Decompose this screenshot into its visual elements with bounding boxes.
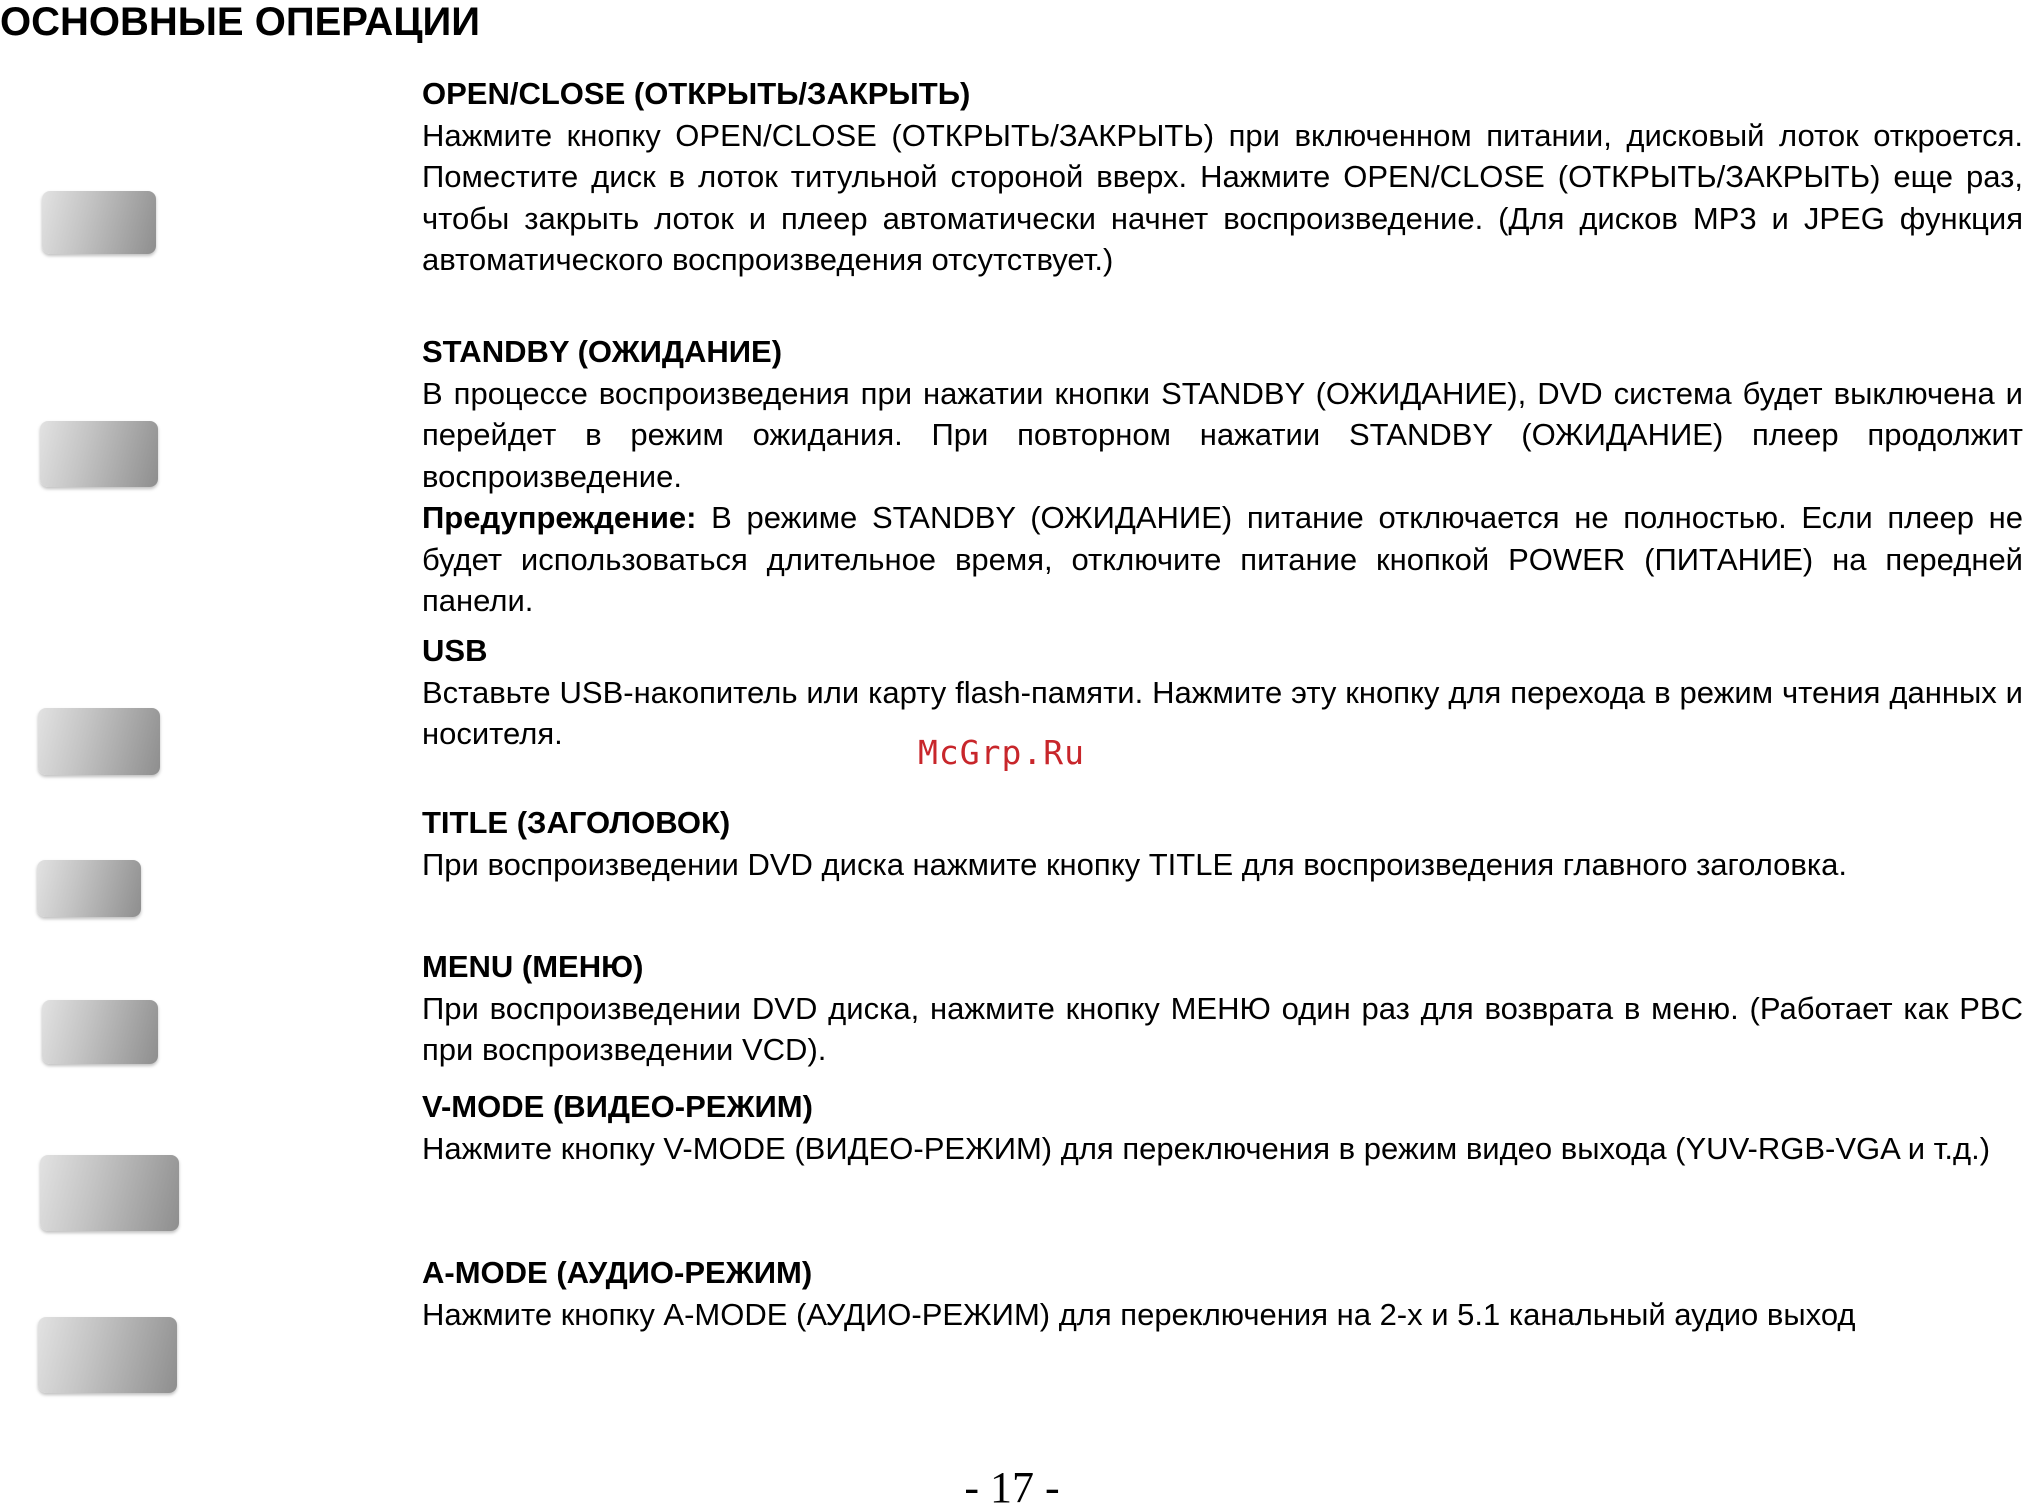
section-text: При воспроизведении DVD диска, нажмите кнопку МЕНЮ один раз для возврата в меню. (Работает как PBC при воспроизведении VCD). [422, 990, 2023, 1067]
section-menu [422, 946, 2023, 1071]
section-standby [422, 331, 2023, 622]
section-heading: TITLE (ЗАГОЛОВОК) [422, 805, 731, 840]
page-title: ОСНОВНЫЕ ОПЕРАЦИИ [0, 0, 481, 44]
warning-text: В режиме STANDBY (ОЖИДАНИЕ) питание отключается не полностью. Если плеер не будет использоваться длительное время, отключите питание кнопкой POWER (ПИТАНИЕ) на передней панели. [422, 500, 2023, 618]
section-heading: MENU (МЕНЮ) [422, 949, 644, 984]
section-heading: A-MODE (АУДИО-РЕЖИМ) [422, 1255, 813, 1290]
section-text: Нажмите кнопку V-MODE (ВИДЕО-РЕЖИМ) для переключения в режим видео выхода (YUV-RGB-VGA и т.д.) [422, 1130, 1991, 1166]
section-v-mode [422, 1086, 2023, 1169]
section-open-close [422, 73, 2023, 281]
v-mode-button-image [40, 1155, 179, 1231]
section-text: В процессе воспроизведения при нажатии кнопки STANDBY (ОЖИДАНИЕ), DVD система будет выключена и перейдет в режим ожидания. При повторном нажатии STANDBY (ОЖИДАНИЕ) плеер продолжит воспроизведение. [422, 375, 2023, 494]
warning-paragraph [422, 497, 2023, 622]
section-heading: USB [422, 633, 488, 668]
section-text: Нажмите кнопку OPEN/CLOSE (ОТКРЫТЬ/ЗАКРЫТЬ) при включенном питании, дисковый лоток откроется. Поместите диск в лоток титульной стороной вверх. Нажмите OPEN/CLOSE (ОТКРЫТЬ/ЗАКРЫТЬ) еще раз, чтобы закрыть лоток и плеер автоматически начнет воспроизведение. (Для дисков MP3 и JPEG функция автоматического воспроизведения отсутствует.) [422, 117, 2023, 277]
section-heading: V-MODE (ВИДЕО-РЕЖИМ) [422, 1089, 813, 1124]
section-text: Нажмите кнопку A-MODE (АУДИО-РЕЖИМ) для переключения на 2-х и 5.1 канальный аудио выход [422, 1296, 1856, 1332]
title-button-image [37, 860, 141, 917]
watermark: McGrp.Ru [918, 733, 1085, 772]
usb-button-image [38, 708, 160, 775]
page-number: - 17 - [964, 1463, 1060, 1512]
section-heading: OPEN/CLOSE (ОТКРЫТЬ/ЗАКРЫТЬ) [422, 76, 971, 111]
open-close-button-image [42, 191, 156, 254]
section-heading: STANDBY (ОЖИДАНИЕ) [422, 334, 783, 369]
section-a-mode [422, 1252, 2023, 1335]
menu-button-image [42, 1000, 158, 1064]
section-title [422, 802, 2023, 885]
section-text: При воспроизведении DVD диска нажмите кнопку TITLE для воспроизведения главного заголовка. [422, 846, 1847, 882]
section-usb [422, 630, 2023, 755]
warning-label: Предупреждение: [422, 500, 697, 535]
section-text: Вставьте USB-накопитель или карту flash-памяти. Нажмите эту кнопку для перехода в режим чтения данных и носителя. [422, 674, 2023, 751]
standby-button-image [40, 421, 158, 487]
a-mode-button-image [38, 1317, 177, 1393]
